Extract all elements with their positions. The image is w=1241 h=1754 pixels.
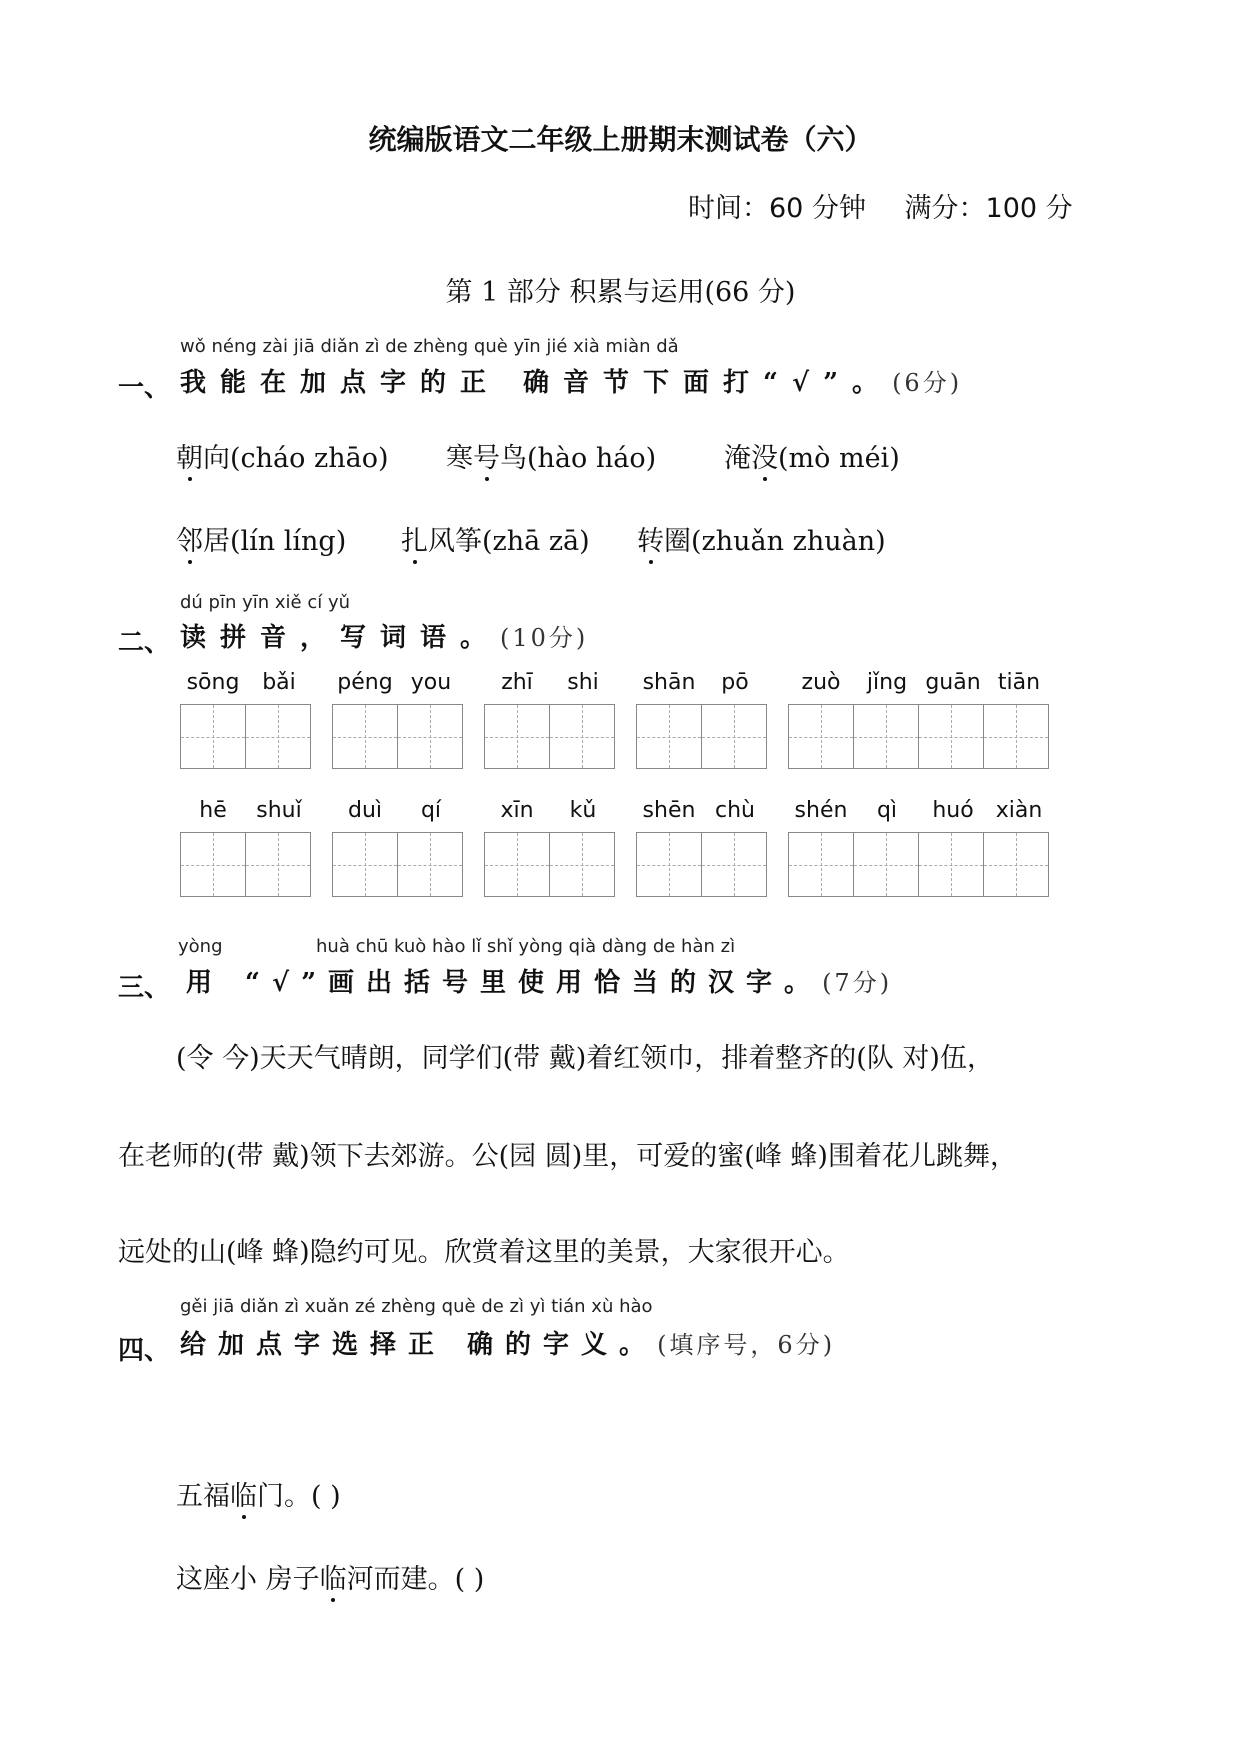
writing-cell[interactable]	[984, 833, 1049, 897]
full-score: 满分：100 分	[904, 193, 1073, 224]
q1-item-3-options[interactable]: (mò méi)	[778, 443, 900, 474]
q1-item-4-options[interactable]: 居(lín líng)	[203, 526, 347, 557]
q1-instruction	[180, 362, 962, 399]
plain-char: 淹	[724, 443, 751, 474]
q1-score: (6分)	[892, 369, 963, 397]
dotted-char: 扎	[401, 519, 428, 558]
writing-cell[interactable]	[702, 833, 767, 897]
q2-score: (10分)	[500, 624, 589, 652]
q4-instruction	[180, 1324, 835, 1361]
q1-item-6	[637, 519, 886, 558]
writing-cell[interactable]	[246, 705, 311, 769]
writing-cell[interactable]	[854, 833, 919, 897]
q2-instruction	[180, 617, 588, 654]
pinyin: zhī	[501, 670, 533, 695]
q3-number: 三、	[118, 973, 171, 1003]
q4-item-2-answer[interactable]: 河而建。( )	[346, 1564, 485, 1595]
pinyin: zuò	[801, 670, 841, 695]
q4-item-2	[176, 1557, 484, 1596]
q4-pinyin: gěi jiā diǎn zì xuǎn zé zhèng què de zì yì tián xù hào	[180, 1296, 653, 1317]
writing-cell[interactable]	[333, 705, 398, 769]
part-heading: 第 1 部分 积累与运用(66 分)	[445, 277, 796, 308]
q4-score: (填序号，6分)	[657, 1331, 836, 1359]
q2-number: 二、	[118, 628, 171, 658]
time-limit: 时间：60 分钟	[688, 193, 866, 224]
dotted-char: 转	[637, 519, 664, 558]
q3-line-1[interactable]: (令 今)天天气晴朗，同学们(带 戴)着红领巾，排着整齐的(队 对)伍，	[176, 1043, 994, 1074]
q1-number: 一、	[118, 373, 171, 403]
pinyin: bǎi	[262, 670, 296, 695]
pinyin: chù	[715, 798, 755, 823]
pinyin: jǐng	[866, 670, 908, 695]
dotted-char: 临	[230, 1474, 257, 1513]
pinyin: xiàn	[995, 798, 1043, 823]
writing-cell[interactable]	[919, 833, 984, 897]
q4-number: 四、	[118, 1336, 171, 1366]
q3-line-2[interactable]: 在老师的(带 戴)领下去郊游。公(园 圆)里，可爱的蜜(峰 蜂)围着花儿跳舞，	[118, 1141, 1017, 1172]
writing-cell[interactable]	[485, 833, 550, 897]
pinyin: you	[410, 670, 452, 695]
pinyin: hē	[199, 798, 227, 823]
writing-cell[interactable]	[789, 705, 854, 769]
pinyin: huó	[932, 798, 974, 823]
writing-cell[interactable]	[181, 705, 246, 769]
page-title: 统编版语文二年级上册期末测试卷（六）	[368, 123, 873, 156]
pinyin: duì	[347, 798, 383, 823]
q1-item-5	[401, 519, 590, 558]
q1-text: 我能在加点字的正 确音节下面打“√”。	[180, 368, 893, 398]
q1-item-6-options[interactable]: 圈(zhuǎn zhuàn)	[664, 526, 886, 557]
pinyin: qí	[420, 798, 442, 823]
writing-cell[interactable]	[550, 833, 615, 897]
writing-cell[interactable]	[246, 833, 311, 897]
pinyin: shuǐ	[256, 798, 302, 823]
plain-char: 寒	[446, 443, 473, 474]
pinyin: péng	[337, 670, 393, 695]
plain-text: 这座小 房子	[176, 1564, 320, 1595]
pinyin: shi	[567, 670, 599, 695]
dotted-char: 邻	[176, 519, 203, 558]
pinyin: kǔ	[569, 798, 597, 823]
writing-cell[interactable]	[919, 705, 984, 769]
writing-cell[interactable]	[398, 833, 463, 897]
q3-score: (7分)	[822, 969, 893, 997]
q1-item-1-options[interactable]: 向(cháo zhāo)	[203, 443, 389, 474]
writing-cell[interactable]	[333, 833, 398, 897]
q1-pinyin: wǒ néng zài jiā diǎn zì de zhèng què yīn jié xià miàn dǎ	[180, 336, 679, 357]
q4-item-1-answer[interactable]: 门。( )	[257, 1481, 341, 1512]
q1-item-4	[176, 519, 346, 558]
writing-cell[interactable]	[637, 833, 702, 897]
pinyin: qì	[876, 798, 898, 823]
q3-instruction	[186, 962, 892, 999]
exam-meta	[688, 186, 1103, 225]
writing-cell[interactable]	[485, 705, 550, 769]
q3-text: 用 “√”画出括号里使用恰当的汉字。	[186, 968, 823, 998]
dotted-char: 号	[473, 436, 500, 475]
pinyin: xīn	[500, 798, 534, 823]
dotted-char: 没	[751, 436, 778, 475]
q2-text: 读拼音，写词语。	[180, 623, 501, 653]
pinyin: pō	[721, 670, 749, 695]
q1-item-1	[176, 436, 388, 475]
writing-cell[interactable]	[398, 705, 463, 769]
dotted-char: 临	[320, 1557, 347, 1596]
q1-item-5-options[interactable]: 风筝(zhā zā)	[428, 526, 590, 557]
dotted-char: 朝	[176, 436, 203, 475]
writing-cell[interactable]	[702, 705, 767, 769]
plain-text: 五福	[176, 1481, 230, 1512]
writing-cell[interactable]	[789, 833, 854, 897]
pinyin: shēn	[642, 798, 696, 823]
pinyin: tiān	[997, 670, 1041, 695]
writing-cell[interactable]	[637, 705, 702, 769]
writing-cell[interactable]	[550, 705, 615, 769]
pinyin: guān	[925, 670, 981, 695]
writing-cell[interactable]	[181, 833, 246, 897]
q2-pinyin: dú pīn yīn xiě cí yǔ	[180, 592, 351, 613]
q3-line-3[interactable]: 远处的山(峰 蜂)隐约可见。欣赏着这里的美景，大家很开心。	[118, 1237, 850, 1268]
q1-item-3	[724, 436, 900, 475]
q4-item-1	[176, 1474, 341, 1513]
writing-cell[interactable]	[854, 705, 919, 769]
q3-pinyin-a: yòng	[178, 936, 223, 957]
q1-item-2-options[interactable]: 鸟(hào háo)	[500, 443, 657, 474]
pinyin: shén	[794, 798, 848, 823]
writing-cell[interactable]	[984, 705, 1049, 769]
q3-pinyin-b: huà chū kuò hào lǐ shǐ yòng qià dàng de hàn zì	[316, 936, 736, 957]
q1-item-2	[446, 436, 656, 475]
pinyin: shān	[642, 670, 696, 695]
q4-text: 给加点字选择正 确的字义。	[180, 1330, 658, 1360]
pinyin: sōng	[186, 670, 240, 695]
